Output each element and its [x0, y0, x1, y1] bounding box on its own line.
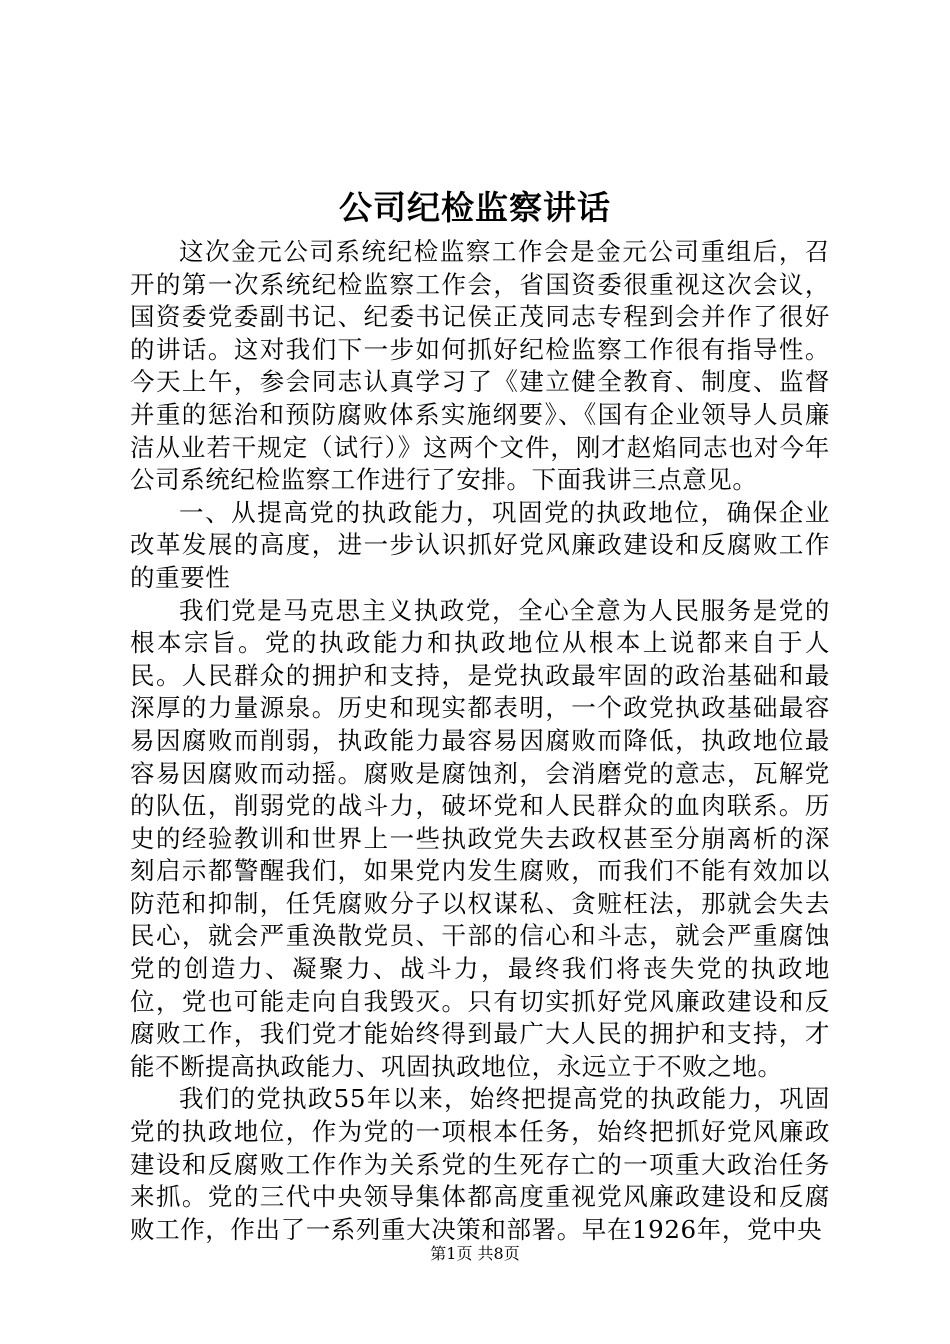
- paragraph-section-heading-1: 一、从提高党的执政能力，巩固党的执政地位，确保企业改革发展的高度，进一步认识抓好党风廉政建设和反腐败工作的重要性: [130, 497, 830, 592]
- document-body: [130, 236, 830, 1246]
- paragraph-party-foundation: 我们党是马克思主义执政党，全心全意为人民服务是党的根本宗旨。党的执政能力和执政地位从根本上说都来自于人民。人民群众的拥护和支持，是党执政最牢固的政治基础和最深厚的力量源泉。历史和现实都表明，一个政党执政基础最容易因腐败而削弱，执政能力最容易因腐败而降低，执政地位最容易因腐败而动摇。腐败是腐蚀剂，会消磨党的意志，瓦解党的队伍，削弱党的战斗力，破坏党和人民群众的血肉联系。历史的经验教训和世界上一些执政党失去政权甚至分崩离析的深刻启示都警醒我们，如果党内发生腐败，而我们不能有效加以防范和抑制，任凭腐败分子以权谋私、贪赃枉法，那就会失去民心，就会严重涣散党员、干部的信心和斗志，就会严重腐蚀党的创造力、凝聚力、战斗力，最终我们将丧失党的执政地位，党也可能走向自我毁灭。只有切实抓好党风廉政建设和反腐败工作，我们党才能始终得到最广大人民的拥护和支持，才能不断提高执政能力、巩固执政地位，永远立于不败之地。: [130, 595, 830, 1081]
- paragraph-party-history: 我们的党执政55年以来，始终把提高党的执政能力，巩固党的执政地位，作为党的一项根本任务，始终把抓好党风廉政建设和反腐败工作作为关系党的生死存亡的一项重大政治任务来抓。党的三代中央领导集体都高度重视党风廉政建设和反腐败工作，作出了一系列重大决策和部署。早在1926年，党中央: [130, 1084, 830, 1244]
- page-number-footer: 第1页 共8页: [430, 1244, 520, 1263]
- paragraph-intro: 这次金元公司系统纪检监察工作会是金元公司重组后，召开的第一次系统纪检监察工作会，省国资委很重视这次会议，国资委党委副书记、纪委书记侯正茂同志专程到会并作了很好的讲话。这对我们下一步如何抓好纪检监察工作很有指导性。今天上午，参会同志认真学习了《建立健全教育、制度、监督并重的惩治和预防腐败体系实施纲要》、《国有企业领导人员廉洁从业若干规定（试行）》这两个文件，刚才赵焰同志也对今年公司系统纪检监察工作进行了安排。下面我讲三点意见。: [130, 237, 830, 495]
- document-title: 公司纪检监察讲话: [339, 188, 611, 227]
